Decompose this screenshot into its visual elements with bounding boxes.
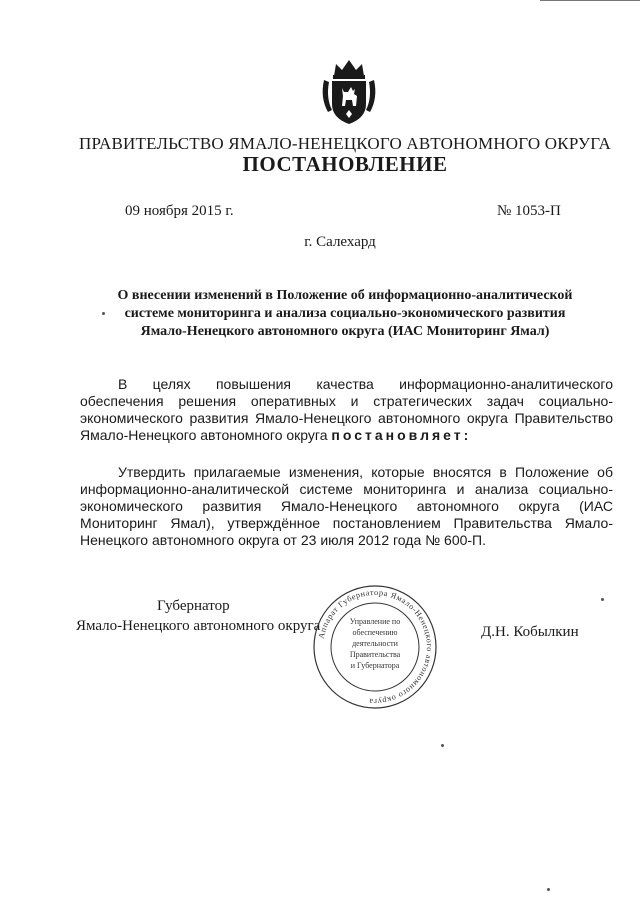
stamp-outer-text: Аппарат Губернатора Ямало-Ненецкого автономного округа — [316, 587, 435, 707]
signatory-title: Губернатор — [157, 598, 230, 614]
document-city: г. Салехард — [304, 234, 376, 250]
stamp-inner-line: Управление по — [349, 617, 401, 626]
scan-speck — [102, 312, 105, 315]
resolution-text: Утвердить прилагаемые изменения, которые вносятся в Положение об информационно-аналитической системе мониторинга и анализа социально-экономического развития Ямало-Ненецкого автономного округа (ИАС Мониторинг Ямал), утверждённое постановлением Правительства Ямало-Ненецкого автономного округа от 23 июля 2012 года № 600-П. — [80, 464, 613, 548]
scan-edge-line — [540, 0, 640, 1]
document-type: ПОСТАНОВЛЕНИЕ — [242, 152, 448, 176]
resolution-paragraph — [80, 464, 613, 549]
subject-line: Ямало-Ненецкого автономного округа (ИАС Мониторинг Ямал) — [140, 324, 550, 339]
coat-of-arms-emblem — [318, 58, 380, 128]
signatory-name: Д.Н. Кобылкин — [481, 624, 579, 640]
document-date: 09 ноября 2015 г. — [125, 203, 234, 219]
document-number: № 1053-П — [497, 203, 561, 219]
scan-speck — [547, 888, 550, 891]
stamp-inner-line: и Губернатора — [350, 661, 400, 670]
subject-line: О внесении изменений в Положение об информационно-аналитической — [117, 288, 573, 303]
document-subject — [100, 287, 590, 341]
scan-speck — [601, 598, 604, 601]
subject-line: системе мониторинга и анализа социально-экономического развития — [124, 306, 566, 321]
scan-speck — [441, 744, 444, 747]
resolves-keyword: постановляет: — [331, 427, 472, 443]
preamble-paragraph — [80, 376, 613, 444]
government-title: ПРАВИТЕЛЬСТВО ЯМАЛО-НЕНЕЦКОГО АВТОНОМНОГО ОКРУГА — [79, 134, 611, 153]
official-stamp — [312, 584, 438, 710]
stamp-inner-line: деятельности — [352, 639, 398, 648]
stamp-inner-line: обеспечению — [352, 628, 398, 637]
signatory-region: Ямало-Ненецкого автономного округа — [76, 618, 321, 634]
preamble-text: В целях повышения качества информационно-аналитического обеспечения решения оперативных и стратегических задач социально-экономического развития Ямало-Ненецкого автономного округа Правительство Ямало-Ненецкого автономного округа — [80, 376, 613, 443]
stamp-inner-line: Правительства — [349, 650, 401, 659]
